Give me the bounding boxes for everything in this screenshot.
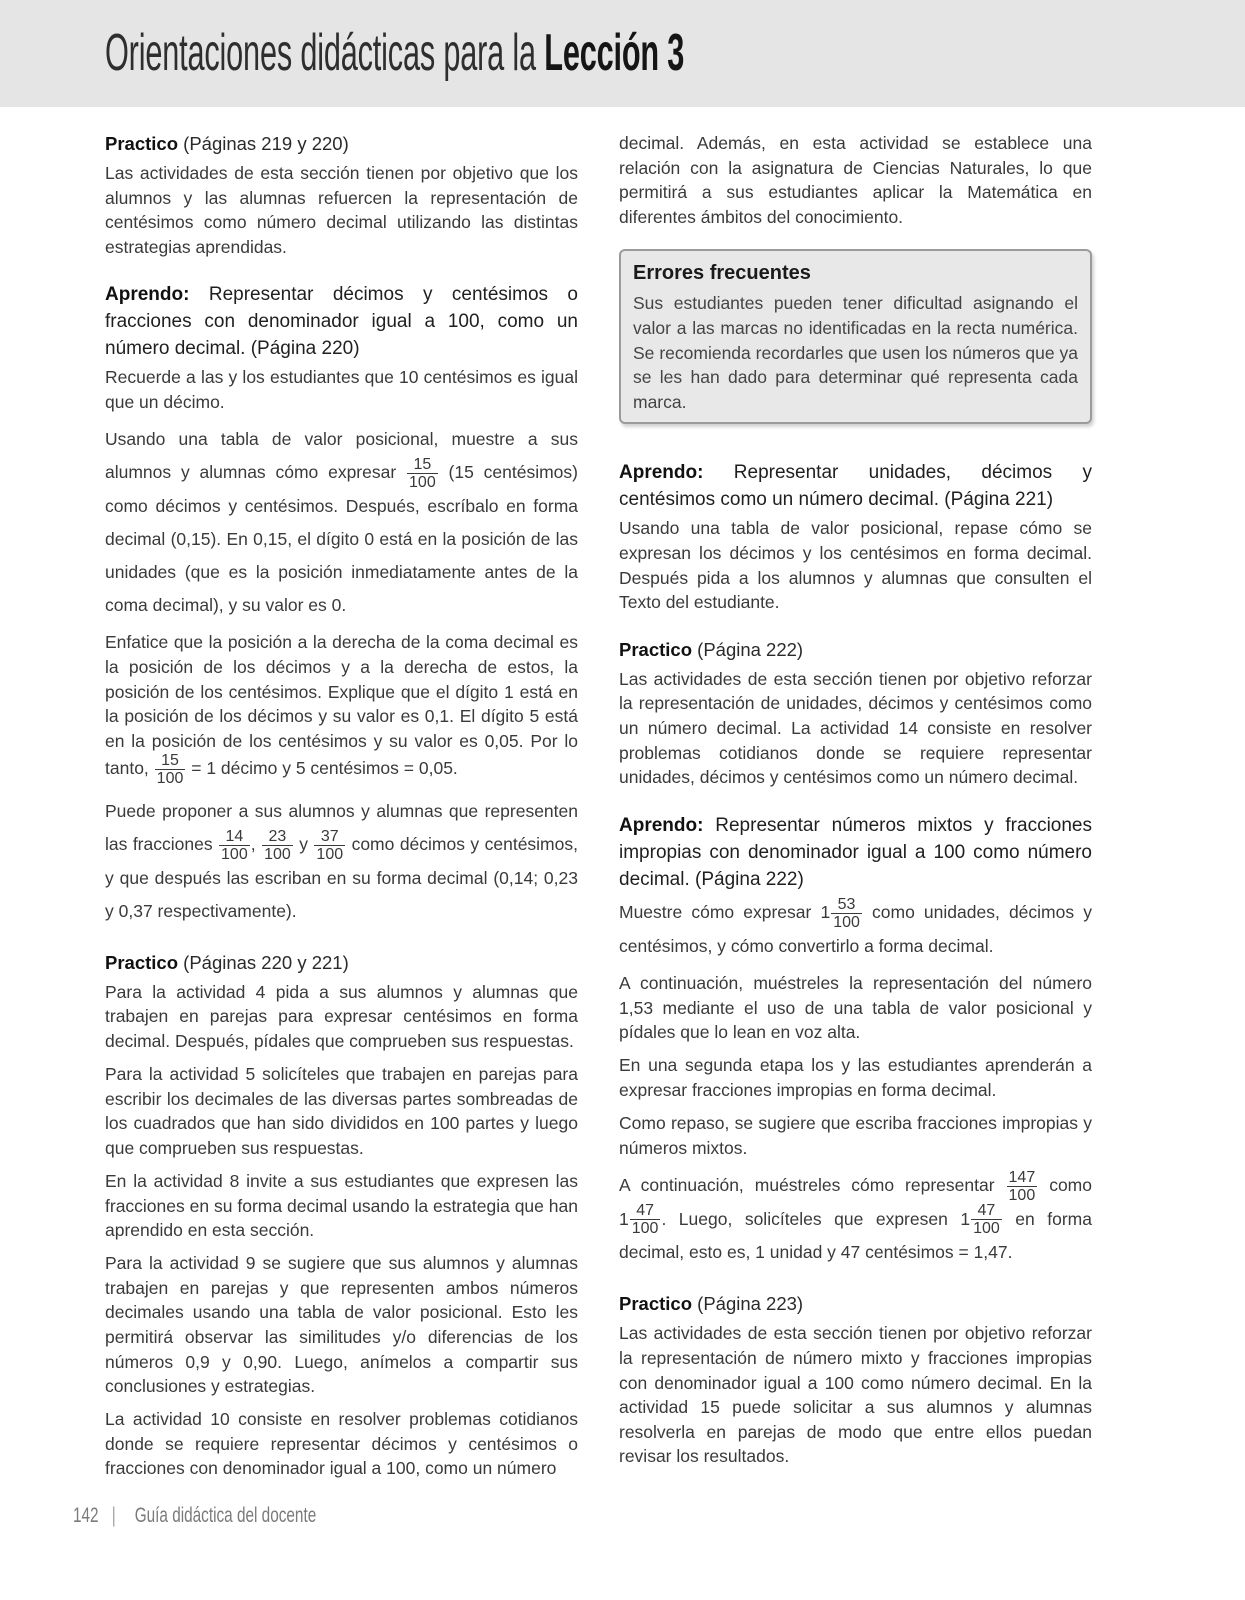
paragraph-text: (15 centésimos) como décimos y centésimos. Después, escríbalo en forma decimal (0,15). En 0,15, el dígito 0 está en la posición de las unidades (que es la posición inmediatamente antes de la coma decimal), y su valor es 0. <box>105 462 578 615</box>
fraction-numerator: 37 <box>314 829 345 846</box>
paragraph-text: A continuación, muéstreles cómo representar <box>619 1174 995 1195</box>
section-practico-220-221 <box>105 950 578 1481</box>
page-header-band <box>0 0 1245 107</box>
section-heading <box>105 950 578 976</box>
box-text: Sus estudiantes pueden tener dificultad asignando el valor a las marcas no identificadas en la recta numérica. Se recomienda recordarles que usen los números que ya se les han dado para determinar qué representa cada marca. <box>633 293 1078 412</box>
paragraph: Las actividades de esta sección tienen por objetivo que los alumnos y las alumnas refuercen la representación de centésimos como número decimal utilizando las distintas estrategias aprendidas. <box>105 163 578 257</box>
box-title: Errores frecuentes <box>633 262 811 285</box>
section-label: Practico <box>619 1293 693 1315</box>
paragraph-text: Enfatice que la posición a la derecha de la coma decimal es la posición de los décimos y a la derecha de estos, la posición de los centésimos. Explique que el dígito 1 está en la posición de los décimos y su valor es 0,1. El dígito 5 está en la posición de los centésimos y su valor es 0,05. Por lo tanto, <box>105 632 578 779</box>
paragraph-text: . Luego, solicíteles que expresen <box>661 1208 948 1229</box>
fraction-denominator: 100 <box>409 473 436 491</box>
page-footer <box>73 1503 316 1529</box>
fraction <box>971 1203 1002 1236</box>
paragraph-text: , <box>250 833 256 854</box>
fraction-numerator: 15 <box>155 753 186 770</box>
fraction <box>314 829 345 862</box>
section-practico-222 <box>619 637 1092 790</box>
paragraph-text: Muestre cómo expresar <box>619 901 812 922</box>
paragraph: Para la actividad 9 se sugiere que sus alumnos y alumnas trabajen en parejas y que representen ambos números decimales usando una tabla de valor posicional. Esto les permitirá observar las similitudes y/o diferencias de los números 0,9 y 0,90. Luego, anímelos a compartir sus conclusiones y estrategias. <box>105 1253 578 1397</box>
fraction-denominator: 100 <box>1008 1186 1036 1204</box>
paragraph-with-fractions <box>105 795 578 928</box>
section-title: Representar unidades, décimos y centésimos como un número decimal. (Página 221) <box>619 462 1092 511</box>
fraction-denominator: 100 <box>156 770 184 788</box>
section-aprendo-221 <box>619 459 1092 614</box>
fraction <box>630 1203 661 1236</box>
section-aprendo-220 <box>105 281 578 927</box>
footer-separator: | <box>111 1504 116 1527</box>
mixed-number <box>820 895 862 931</box>
fraction <box>155 753 186 786</box>
fraction-denominator: 100 <box>631 1220 659 1238</box>
paragraph: Las actividades de esta sección tienen por objetivo reforzar la representación de unidades, décimos y centésimos como un número decimal. La actividad 14 consiste en resolver problemas cotidianos donde se requiere representar unidades, décimos y centésimos como un número decimal. <box>619 668 1092 788</box>
paragraph: Como repaso, se sugiere que escriba fracciones impropias y números mixtos. <box>619 1113 1092 1158</box>
section-pages: (Página 223) <box>697 1293 804 1315</box>
section-aprendo-222 <box>619 812 1092 1270</box>
paragraph-text: como unidades, décimos y centésimos, y cómo convertirlo a forma decimal. <box>619 901 1092 956</box>
fraction-denominator: 100 <box>221 845 248 863</box>
fraction-denominator: 100 <box>264 845 291 863</box>
section-heading <box>619 1291 1092 1317</box>
left-column <box>105 131 578 1481</box>
section-pages: (Página 222) <box>697 638 804 660</box>
errores-frecuentes-box <box>619 249 1092 424</box>
paragraph: Las actividades de esta sección tienen por objetivo reforzar la representación de número mixto y fracciones impropias con denominador igual a 100 como número decimal. En la actividad 15 puede solicitar a sus alumnos y alumnas resolverla en parejas de modo que entre ellos puedan revisar los resultados. <box>619 1323 1092 1467</box>
fraction-numerator: 47 <box>630 1203 661 1220</box>
paragraph-with-fractions <box>619 1169 1092 1270</box>
section-label: Aprendo: <box>105 284 190 306</box>
section-practico-219-220 <box>105 131 578 259</box>
paragraph: Para la actividad 5 solicíteles que trabajen en parejas para escribir los decimales de las diversas partes sombreadas de los cuadrados que han sido divididos en 100 partes y luego que comprueben sus respuestas. <box>105 1064 578 1158</box>
guide-title: Guía didáctica del docente <box>134 1504 317 1527</box>
mixed-number-whole: 1 <box>619 1208 629 1229</box>
fraction <box>262 829 293 862</box>
section-heading <box>619 637 1092 663</box>
fraction <box>407 457 438 490</box>
section-heading <box>105 281 578 362</box>
section-label: Practico <box>105 951 179 973</box>
fraction-numerator: 47 <box>971 1203 1002 1220</box>
paragraph: En la actividad 8 invite a sus estudiantes que expresen las fracciones en su forma decimal usando la estrategia que han aprendido en esta sección. <box>105 1170 578 1241</box>
fraction-denominator: 100 <box>973 1220 1000 1238</box>
fraction-numerator: 147 <box>1008 1168 1036 1186</box>
section-label: Aprendo: <box>619 462 704 484</box>
paragraph-text: como décimos y centésimos, y que después las escriban en su forma decimal (0,14; 0,23 y 0,37 respectivamente). <box>105 833 578 921</box>
paragraph: A continuación, muéstreles la representación del número 1,53 mediante el uso de una tabla de valor posicional y pídales que lo lean en voz alta. <box>619 973 1092 1043</box>
mixed-number-whole: 1 <box>960 1208 971 1229</box>
section-pages: (Páginas 220 y 221) <box>183 951 349 973</box>
right-column <box>619 131 1092 1469</box>
page-title <box>105 23 684 83</box>
fraction-numerator: 23 <box>262 829 293 846</box>
fraction-numerator: 14 <box>219 829 250 846</box>
paragraph-text: como <box>1049 1174 1092 1195</box>
fraction <box>831 897 862 930</box>
mixed-number <box>960 1202 1002 1238</box>
mixed-number-whole: 1 <box>820 901 831 922</box>
paragraph: La actividad 10 consiste en resolver problemas cotidianos donde se requiere representar décimos y centésimos o fracciones con denominador igual a 100, como un número <box>105 1409 578 1479</box>
section-heading <box>619 459 1092 513</box>
paragraph-text: en forma decimal, esto es, 1 unidad y 47 centésimos = 1,47. <box>619 1208 1092 1263</box>
fraction-numerator: 53 <box>831 897 862 914</box>
page-title-regular: Orientaciones didácticas para la <box>105 24 536 82</box>
paragraph-with-mixed-number <box>619 896 1092 963</box>
paragraph-with-fraction <box>105 630 578 786</box>
section-pages: (Páginas 219 y 220) <box>183 133 349 154</box>
paragraph: Para la actividad 4 pida a sus alumnos y alumnas que trabajen en parejas para expresar centésimos en forma decimal. Después, pídales que comprueben sus respuestas. <box>105 981 578 1051</box>
section-practico-223 <box>619 1291 1092 1469</box>
paragraph: En una segunda etapa los y las estudiantes aprenderán a expresar fracciones impropias en forma decimal. <box>619 1055 1092 1100</box>
fraction-denominator: 100 <box>833 913 860 931</box>
fraction-denominator: 100 <box>316 845 344 863</box>
fraction <box>219 829 250 862</box>
fraction-numerator: 15 <box>407 457 438 474</box>
paragraph-with-fraction <box>105 423 578 622</box>
section-label: Practico <box>105 133 179 154</box>
section-label: Aprendo: <box>619 814 704 836</box>
section-title: Representar números mixtos y fracciones impropias con denominador igual a 100 como número decimal. (Página 222) <box>619 814 1092 890</box>
section-label: Practico <box>619 638 693 660</box>
paragraph-text: Usando una tabla de valor posicional, muestre a sus alumnos y alumnas cómo expresar <box>105 429 578 483</box>
paragraph-text: = 1 décimo y 5 centésimos = 0,05. <box>191 758 458 779</box>
paragraph: Usando una tabla de valor posicional, repase cómo se expresan los décimos y los centésimos en forma decimal. Después pida a los alumnos y alumnas que consulten el Texto del estudiante. <box>619 518 1092 613</box>
paragraph: Recuerde a las y los estudiantes que 10 centésimos es igual que un décimo. <box>105 367 578 412</box>
section-heading <box>105 131 578 157</box>
section-title: Representar décimos y centésimos o fracciones con denominador igual a 100, como un número decimal. (Página 220) <box>105 284 578 360</box>
page-title-lesson: Lección 3 <box>544 24 685 82</box>
paragraph-text: Puede proponer a sus alumnos y alumnas que representen las fracciones <box>105 800 578 854</box>
section-heading <box>619 812 1092 893</box>
paragraph-continuation: decimal. Además, en esta actividad se establece una relación con la asignatura de Ciencias Naturales, lo que permitirá a sus estudiantes aplicar la Matemática en diferentes ámbitos del conocimiento. <box>619 133 1092 227</box>
mixed-number <box>619 1202 661 1238</box>
page-number: 142 <box>73 1504 99 1527</box>
paragraph-text: y <box>299 833 308 854</box>
fraction <box>1007 1170 1038 1203</box>
